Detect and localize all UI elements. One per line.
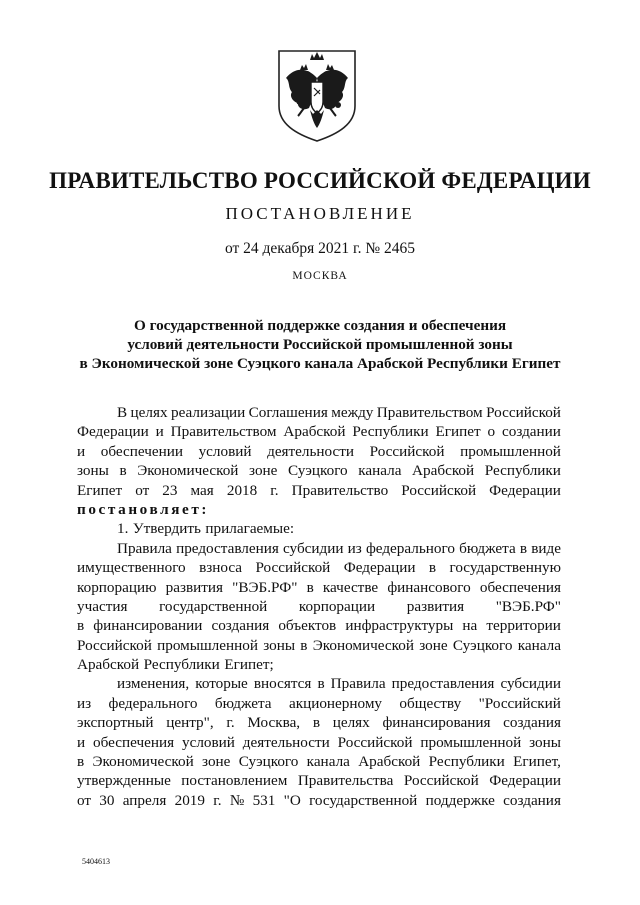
body-line: Российской промышленной зоны в Экономической зоне Суэцкого канала <box>77 636 561 654</box>
document-date-number: от 24 декабря 2021 г. № 2465 <box>224 240 416 257</box>
body-line: имущественного взноса Российской Федерации в государственную <box>77 559 561 577</box>
subject-line: условий деятельности Российской промышленной зоны <box>127 336 513 353</box>
body-line: Египет от 23 мая 2018 г. Правительство Российской Федерации <box>77 481 561 499</box>
government-title: ПРАВИТЕЛЬСТВО РОССИЙСКОЙ ФЕДЕРАЦИИ <box>49 168 591 193</box>
body-line: от 30 апреля 2019 г. № 531 "О государственной поддержке создания <box>77 791 561 809</box>
coat-of-arms-emblem <box>276 48 358 144</box>
body-line-resolves: постановляет: <box>77 500 210 518</box>
subject-line: в Экономической зоне Суэцкого канала Арабской Республики Египет <box>79 355 561 372</box>
body-line: изменения, которые вносятся в Правила предоставления субсидии <box>117 675 561 693</box>
body-line: участия государственной корпорации развития "ВЭБ.РФ" <box>77 597 561 615</box>
body-line: в финансировании создания объектов инфраструктуры на территории <box>77 617 561 635</box>
body-line: В целях реализации Соглашения между Правительством Российской <box>117 404 561 421</box>
body-line: зоны в Экономической зоне Суэцкого канала Арабской Республики <box>77 462 561 480</box>
body-line: в Экономической зоне Суэцкого канала Арабской Республики Египет, <box>77 753 561 771</box>
body-line: и обеспечении условий деятельности Российской промышленной <box>77 442 561 460</box>
body-line: корпорацию развития "ВЭБ.РФ" в качестве финансового обеспечения <box>77 578 561 596</box>
subject-line: О государственной поддержке создания и обеспечения <box>133 317 507 334</box>
body-line: утвержденные постановлением Правительства Российской Федерации <box>77 772 561 790</box>
body-line: Федерации и Правительством Арабской Республики Египет о создании <box>77 423 561 441</box>
body-line: экспортный центр", г. Москва, в целях финансирования создания <box>77 714 561 732</box>
body-line: Правила предоставления субсидии из федерального бюджета в виде <box>117 539 561 557</box>
body-line: 1. Утвердить прилагаемые: <box>117 520 295 538</box>
body-line: Арабской Республики Египет; <box>77 656 274 674</box>
document-subject <box>0 316 640 373</box>
body-line: и обеспечения условий деятельности Российской промышленной зоны <box>77 733 561 751</box>
body-line: из федерального бюджета акционерному обществу "Российский <box>77 694 561 712</box>
page-code: 5404613 <box>82 857 110 866</box>
document-body <box>77 403 561 810</box>
document-type: ПОСТАНОВЛЕНИЕ <box>225 204 415 223</box>
document-city: МОСКВА <box>292 270 348 282</box>
